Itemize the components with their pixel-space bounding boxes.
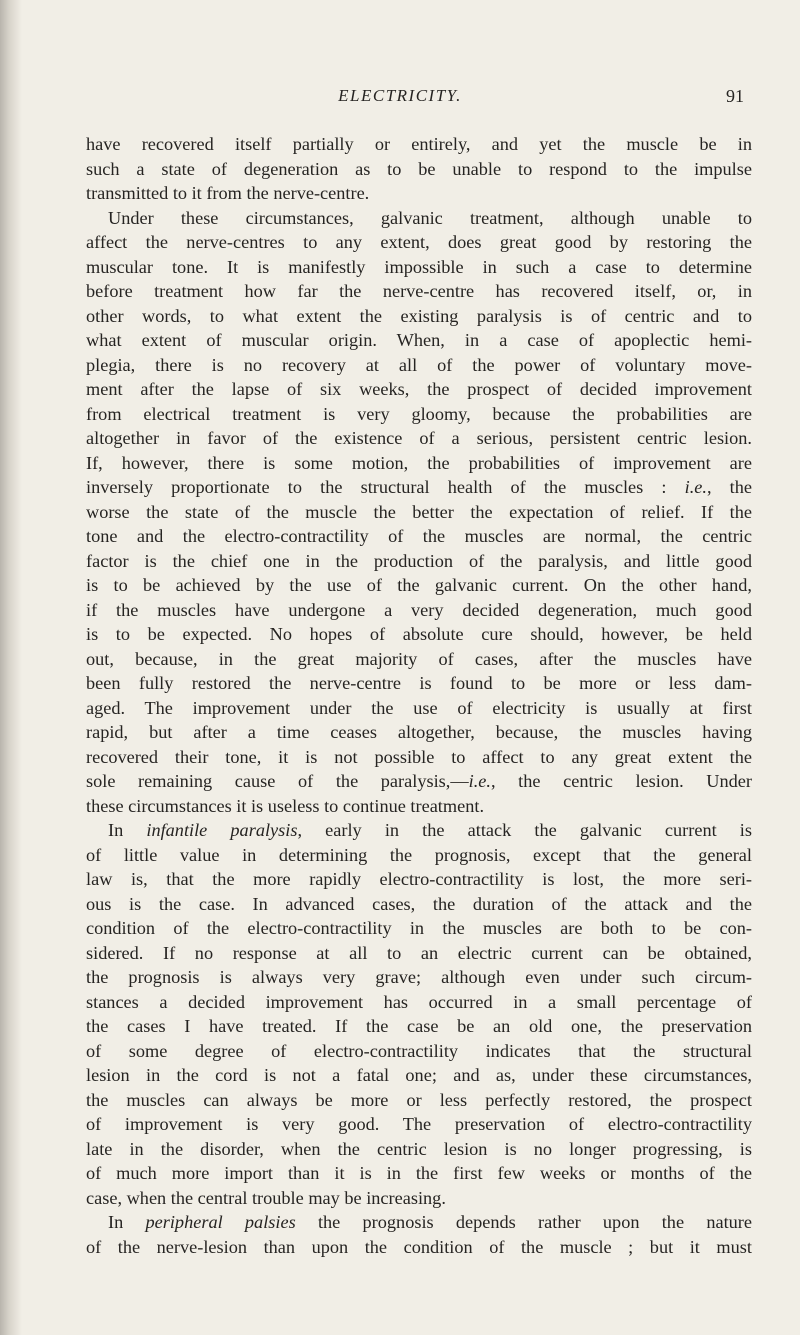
text-line: aged. The improvement under the use of electricity is usually at first xyxy=(86,697,752,718)
text-line: the prognosis is always very grave; although even under such circum- xyxy=(86,967,752,987)
text-line: plegia, there is no recovery at all of the power of voluntary move- xyxy=(86,354,752,375)
text-line: If, however, there is some motion, the probabilities of improvement are xyxy=(86,452,752,473)
text-line: ous is the case. In advanced cases, the duration of the attack and the xyxy=(86,893,752,914)
text-line: other words, to what extent the existing paralysis is of centric and to xyxy=(86,305,752,326)
text-line: Under these circumstances, galvanic treatment, although unable to xyxy=(108,207,752,228)
text-line: the cases I have treated. If the case be an old one, the preservation xyxy=(86,1016,752,1036)
text-line: altogether in favor of the existence of a serious, persistent centric lesion. xyxy=(86,428,752,448)
text-line: of improvement is very good. The preservation of electro-contractility xyxy=(86,1114,752,1134)
text-line: out, because, in the great majority of cases, after the muscles have xyxy=(86,648,752,669)
text-line: before treatment how far the nerve-centre has recovered itself, or, in xyxy=(86,281,752,301)
text-line: affect the nerve-centres to any extent, does great good by restoring the xyxy=(86,232,752,252)
running-head xyxy=(0,86,800,116)
text-line: inversely proportionate to the structural health of the muscles : i.e., the xyxy=(86,477,752,497)
text-line: of much more import than it is in the first few weeks or months of the xyxy=(86,1163,752,1183)
text-line: recovered their tone, it is not possible to affect to any great extent the xyxy=(86,746,752,767)
text-line: tone and the electro-contractility of the muscles are normal, the centric xyxy=(86,526,752,546)
text-line: late in the disorder, when the centric lesion is no longer progressing, is xyxy=(86,1138,752,1159)
text-line: of little value in determining the prognosis, except that the general xyxy=(86,844,752,865)
text-line: been fully restored the nerve-centre is found to be more or less dam- xyxy=(86,673,752,693)
text-line: the muscles can always be more or less perfectly restored, the prospect xyxy=(86,1089,752,1110)
body-text xyxy=(86,132,752,1259)
text-line: lesion in the cord is not a fatal one; and as, under these circumstances, xyxy=(86,1065,752,1085)
text-line: factor is the chief one in the production of the paralysis, and little good xyxy=(86,550,752,571)
text-line: from electrical treatment is very gloomy, because the probabilities are xyxy=(86,403,752,424)
text-line: worse the state of the muscle the better the expectation of relief. If the xyxy=(86,501,752,522)
text-line: stances a decided improvement has occurred in a small percentage of xyxy=(86,991,752,1012)
text-line: such a state of degeneration as to be unable to respond to the impulse xyxy=(86,158,752,179)
text-line: is to be expected. No hopes of absolute cure should, however, be held xyxy=(86,624,752,644)
text-line: rapid, but after a time ceases altogether, because, the muscles having xyxy=(86,722,752,742)
paragraph xyxy=(86,1210,752,1259)
text-line: sole remaining cause of the paralysis,—i.e., the centric lesion. Under xyxy=(86,771,752,791)
text-line: what extent of muscular origin. When, in a case of apoplectic hemi- xyxy=(86,330,752,350)
running-title: ELECTRICITY. xyxy=(338,86,462,105)
text-line: have recovered itself partially or entirely, and yet the muscle be in xyxy=(86,134,752,154)
text-line: if the muscles have undergone a very decided degeneration, much good xyxy=(86,599,752,620)
text-line: sidered. If no response at all to an electric current can be obtained, xyxy=(86,942,752,963)
page-binding-edge xyxy=(0,0,22,1335)
text-line: law is, that the more rapidly electro-contractility is lost, the more seri- xyxy=(86,869,752,889)
text-line: transmitted to it from the nerve-centre. xyxy=(86,183,370,203)
page-number: 91 xyxy=(726,86,744,106)
paragraph xyxy=(86,132,752,206)
text-line: ment after the lapse of six weeks, the prospect of decided improvement xyxy=(86,379,752,399)
text-line: case, when the central trouble may be increasing. xyxy=(86,1187,446,1208)
paragraph xyxy=(86,206,752,819)
text-line: In infantile paralysis, early in the attack the galvanic current is xyxy=(108,820,752,840)
text-line: condition of the electro-contractility in the muscles are both to be con- xyxy=(86,918,752,938)
text-line: In peripheral palsies the prognosis depends rather upon the nature xyxy=(108,1212,752,1232)
text-line: is to be achieved by the use of the galvanic current. On the other hand, xyxy=(86,575,752,595)
text-line: of some degree of electro-contractility indicates that the structural xyxy=(86,1040,752,1061)
text-line: muscular tone. It is manifestly impossible in such a case to determine xyxy=(86,256,752,277)
paragraph xyxy=(86,818,752,1210)
text-line: of the nerve-lesion than upon the condition of the muscle ; but it must xyxy=(86,1236,752,1257)
text-line: these circumstances it is useless to continue treatment. xyxy=(86,795,485,816)
